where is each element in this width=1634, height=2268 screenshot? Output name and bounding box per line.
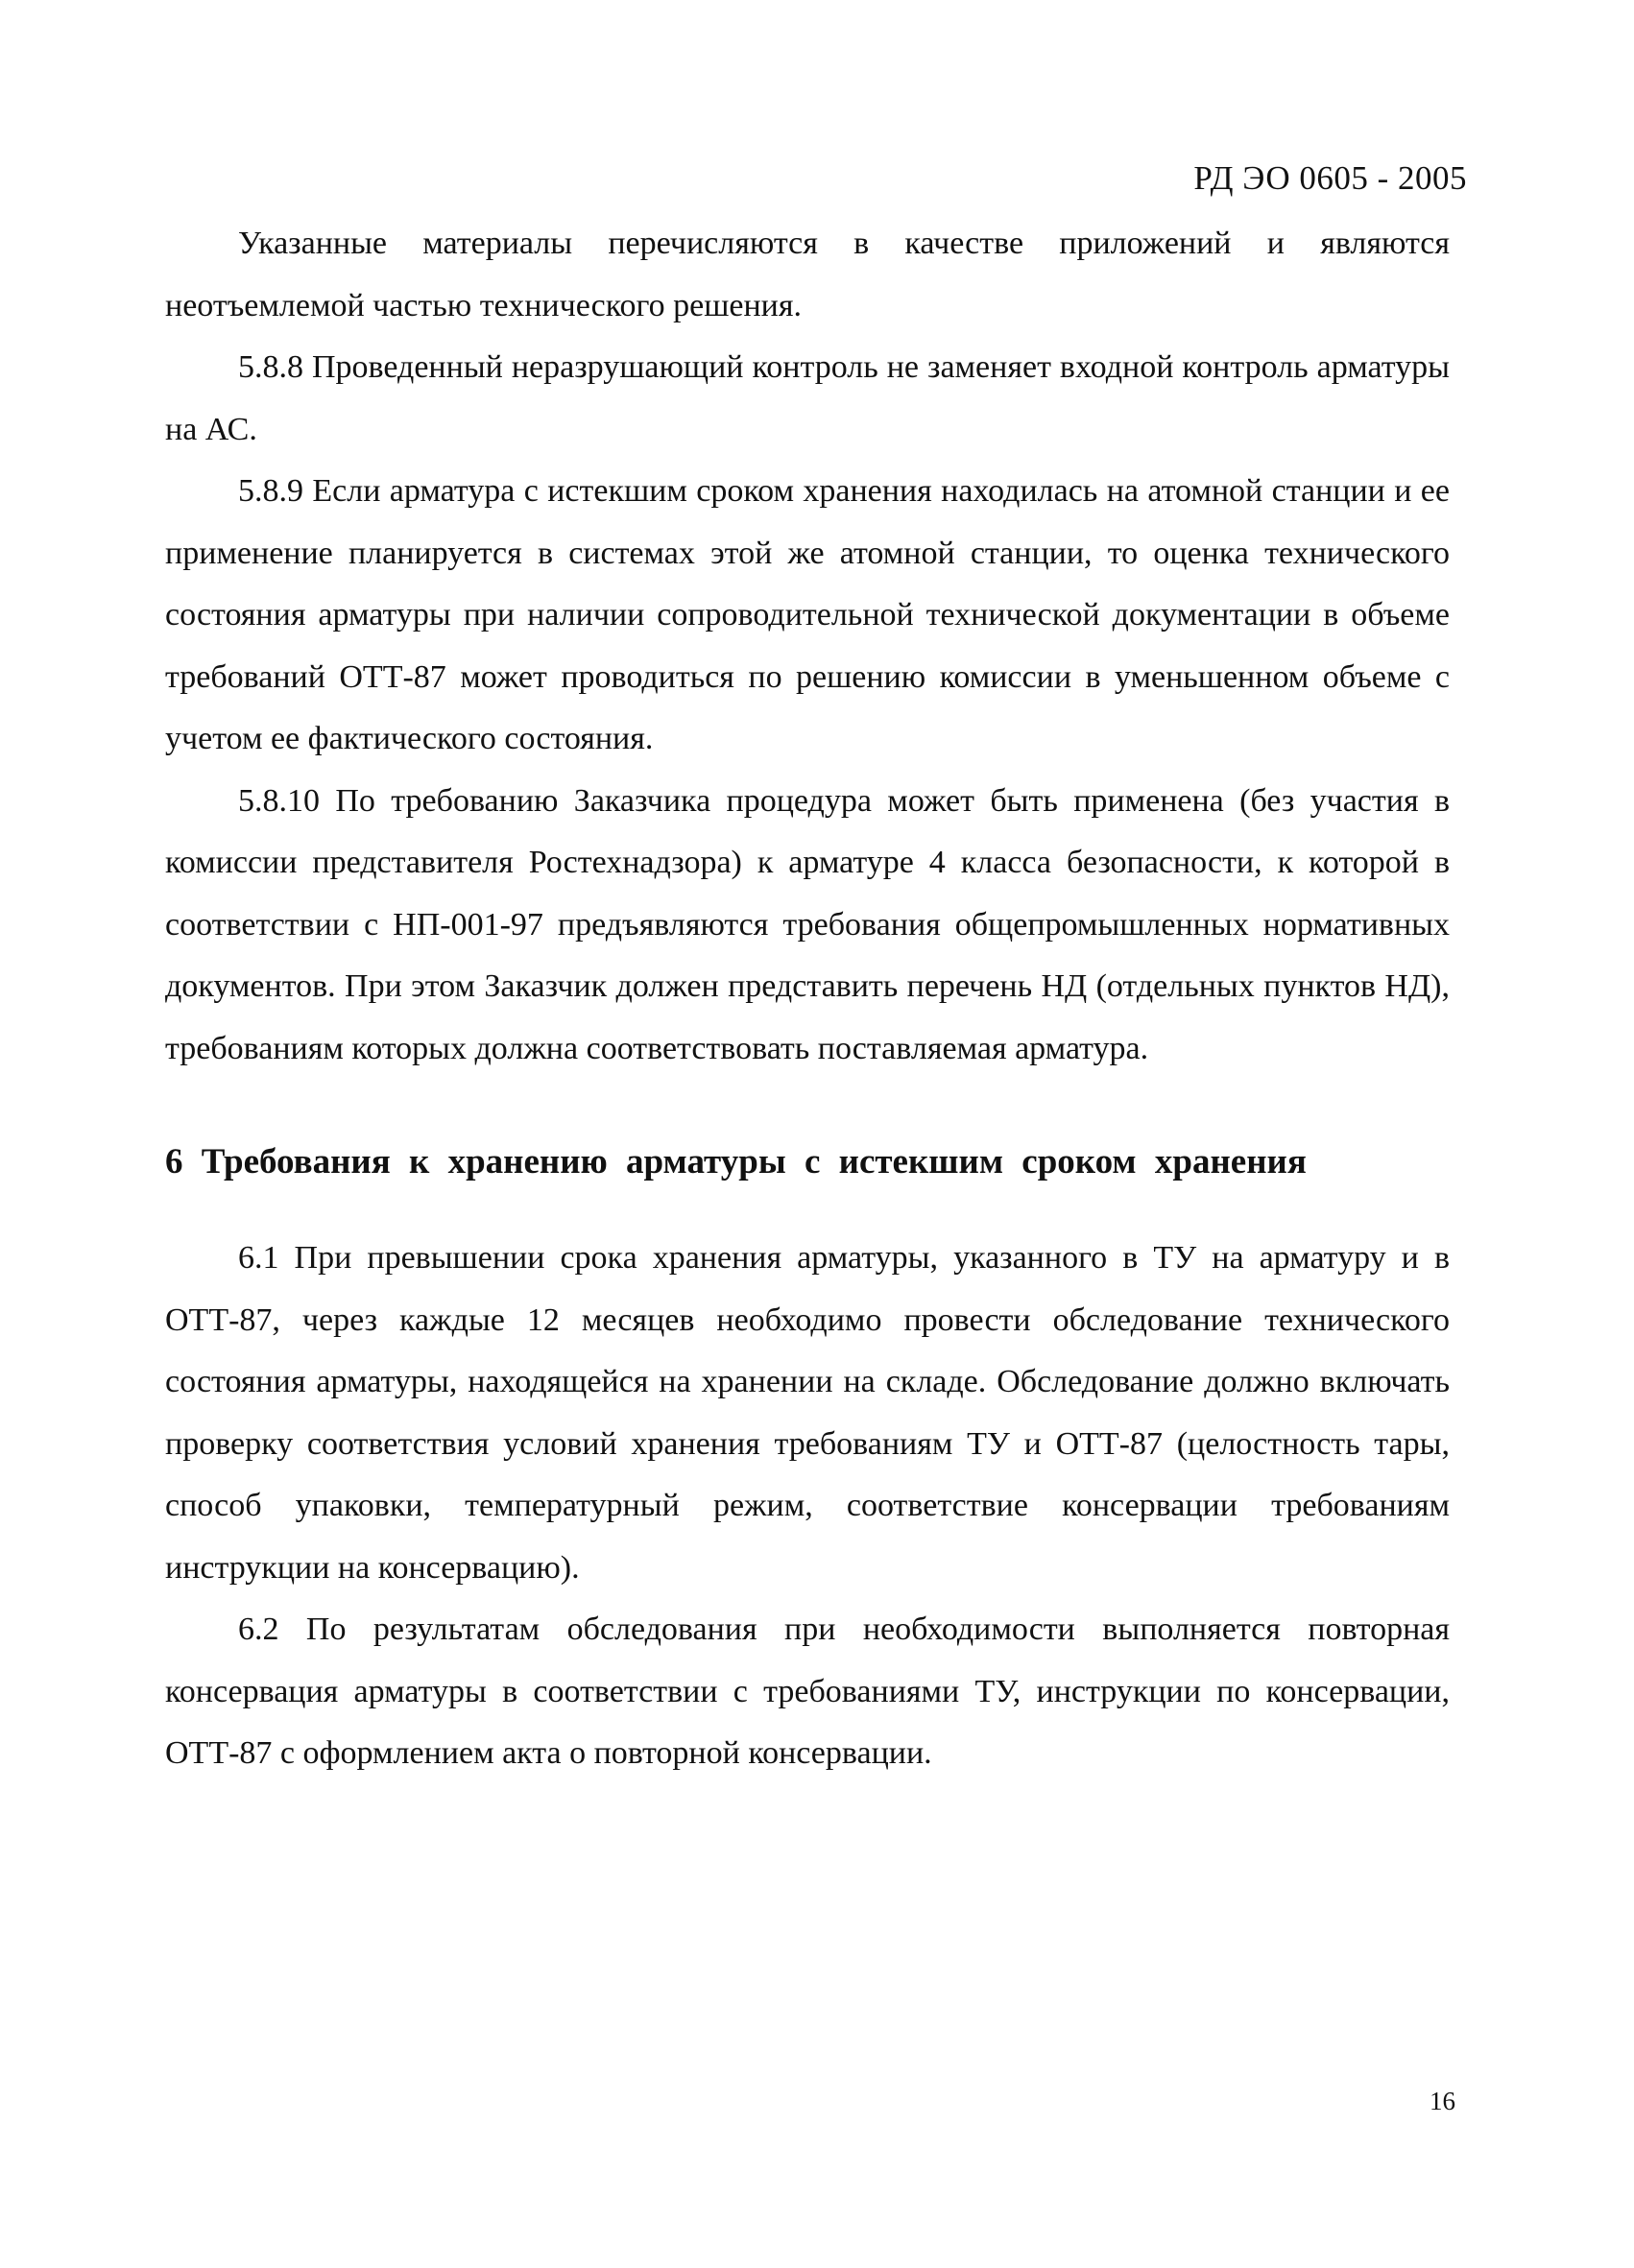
paragraph-6-1: 6.1 При превышении срока хранения арматуры, указанного в ТУ на арматуру и в ОТТ-87, через каждые 12 месяцев необходимо провести обследование технического состояния арматуры, находящейся на хранении на складе. Обследование должно включать проверку соответствия условий хранения требованиям ТУ и ОТТ-87 (целостность тары, способ упаковки, температурный режим, соответствие консервации требованиям инструкции на консервацию). [165, 1240, 1450, 1586]
paragraph-6-2: 6.2 По результатам обследования при необходимости выполняется повторная консервация арматуры в соответствии с требованиями ТУ, инструкции по консервации, ОТТ-87 с оформлением акта о повторной консервации. [165, 1611, 1450, 1771]
paragraph-materials-appendices: Указанные материалы перечисляются в качестве приложений и являются неотъемлемой частью технического решения. [165, 226, 1450, 323]
section-6-heading: 6 Требования к хранению арматуры с истекшим сроком хранения [165, 1142, 1307, 1182]
page-number: 16 [1430, 2087, 1455, 2115]
paragraph-5-8-9: 5.8.9 Если арматура с истекшим сроком хранения находилась на атомной станции и ее применение планируется в системах этой же атомной станции, то оценка технического состояния арматуры при наличии сопроводительной технической документации в объеме требований ОТТ-87 может проводиться по решению комиссии в уменьшенном объеме с учетом ее фактического состояния. [165, 473, 1450, 756]
page-content [165, 213, 1450, 1785]
document-code: РД ЭО 0605 - 2005 [1193, 159, 1467, 197]
paragraph-5-8-10: 5.8.10 По требованию Заказчика процедура может быть применена (без участия в комиссии представителя Ростехнадзора) к арматуре 4 класса безопасности, к которой в соответствии с НП-001-97 предъявляются требования общепромышленных нормативных документов. При этом Заказчик должен представить перечень НД (отдельных пунктов НД), требованиям которых должна соответствовать поставляемая арматура. [165, 782, 1450, 1066]
paragraph-5-8-8: 5.8.8 Проведенный неразрушающий контроль не заменяет входной контроль арматуры на АС. [165, 349, 1450, 447]
